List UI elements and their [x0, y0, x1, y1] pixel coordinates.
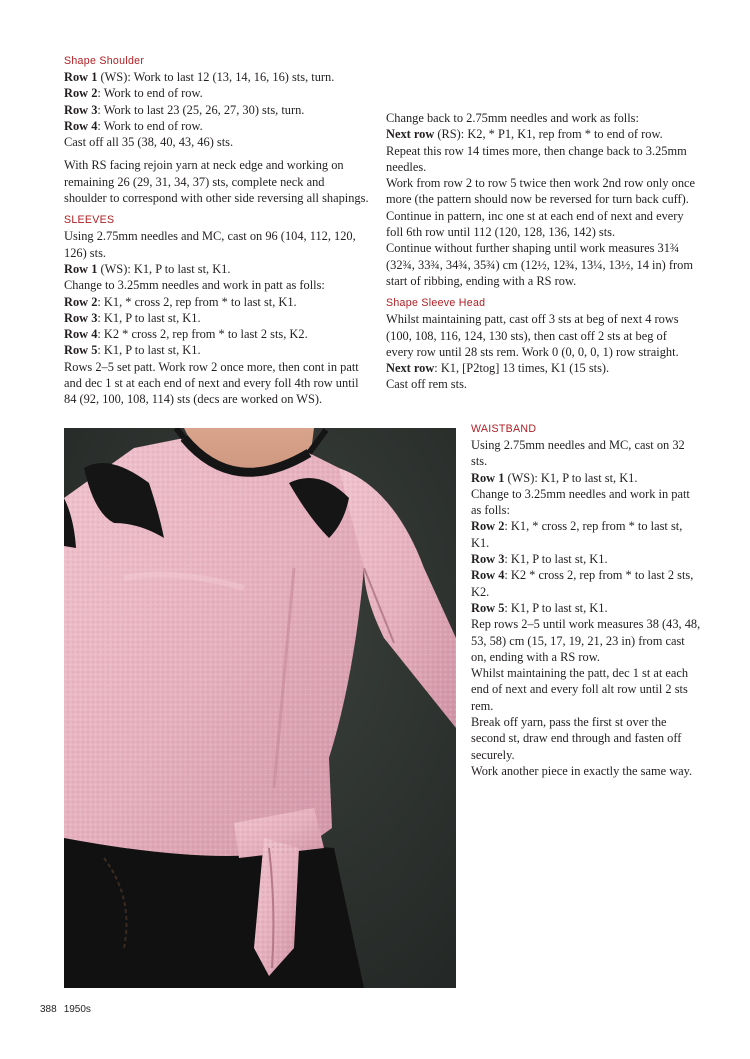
row-label: Row 2	[471, 519, 505, 534]
row-text: (RS): K2, * P1, K1, rep from * to end of row.	[434, 127, 663, 142]
sleeve-head-cast-off: Cast off rem sts.	[386, 377, 467, 392]
row-label: Row 2	[64, 294, 98, 309]
page-folio	[40, 1004, 91, 1015]
sleeve-head-text: Whilst maintaining patt, cast off 3 sts at beg of next 4 rows (100, 108, 116, 124, 130 sts), then cast off 2 sts at beg of every row until 28 sts rem. Work 0 (0, 0, 0, 1) row straight.	[386, 312, 679, 359]
heading-shape-shoulder: Shape Shoulder	[64, 55, 145, 67]
row-text: : K2 * cross 2, rep from * to last 2 sts, K2.	[471, 568, 694, 599]
heading-waistband: WAISTBAND	[471, 423, 537, 435]
row-label: Row 3	[64, 310, 98, 325]
row-label: Row 4	[471, 568, 505, 583]
pattern-row	[64, 85, 370, 101]
row-label: Row 3	[64, 102, 98, 117]
row-label: Row 5	[471, 600, 505, 615]
row-label: Row 2	[64, 86, 98, 101]
pattern-row	[471, 551, 701, 567]
row-text: : K1, P to last st, K1.	[504, 552, 608, 567]
heading-sleeves: SLEEVES	[64, 214, 115, 227]
left-column	[64, 54, 370, 408]
pattern-row	[64, 261, 370, 277]
pattern-row	[64, 326, 370, 342]
waistband-another: Work another piece in exactly the same way.	[471, 763, 693, 778]
pattern-row	[471, 600, 701, 616]
row-text: : Work to end of row.	[97, 86, 203, 101]
pattern-row	[64, 69, 370, 85]
pattern-row	[471, 518, 701, 551]
row-text: (WS): Work to last 12 (13, 14, 16, 16) sts, turn.	[97, 70, 335, 84]
pattern-row	[471, 470, 701, 486]
neck-note: With RS facing rejoin yarn at neck edge and working on remaining 26 (29, 31, 34, 37) sts, complete neck and shoulder to correspond with other side reversing all shapings.	[64, 158, 369, 206]
waistband-change-needles: Change to 3.25mm needles and work in patt as folls:	[471, 486, 690, 518]
pattern-row	[64, 118, 370, 134]
row-text: : K1, P to last st, K1.	[504, 600, 608, 615]
row-label: Row 5	[64, 343, 98, 358]
sleeves-intro: Using 2.75mm needles and MC, cast on 96 (104, 112, 120, 126) sts.	[64, 229, 356, 260]
sleeves-continue-inc: Continue in pattern, inc one st at each end of next and every foll 6th row until 112 (120, 128, 136, 142) sts.	[386, 208, 684, 240]
row-text: : K1, P to last st, K1.	[97, 343, 201, 358]
row-label: Next row	[386, 361, 435, 376]
row-text: : Work to end of row.	[97, 118, 203, 133]
row-text: : K1, P to last st, K1.	[97, 310, 201, 325]
pattern-row	[386, 360, 696, 376]
row-text: : Work to last 23 (25, 26, 27, 30) sts, turn.	[97, 102, 305, 117]
pattern-row	[64, 294, 370, 310]
waistband-column	[471, 422, 701, 779]
sleeves-rows-note: Rows 2–5 set patt. Work row 2 once more, then cont in patt and dec 1 st at each end of next and every foll 4th row until 84 (92, 100, 108, 114) sts (decs are worked on WS).	[64, 359, 359, 407]
row-text: : K1, [P2tog] 13 times, K1 (15 sts).	[434, 361, 610, 376]
page-number: 388	[40, 1004, 57, 1015]
sleeves-continue-no: Continue without further shaping until work measures 31¾ (32¾, 33¾, 34¾, 35¾) cm (12½, 12¾, 13¼, 13½, 14 in) from start of ribbing, ending with a RS row.	[386, 241, 693, 288]
row-label: Row 3	[471, 552, 505, 567]
sleeves-work-from: Work from row 2 to row 5 twice then work 2nd row only once more (the pattern should now be reversed for turn back cuff).	[386, 176, 696, 207]
waistband-break: Break off yarn, pass the first st over the second st, draw end through and fasten off securely.	[471, 715, 682, 762]
row-label: Next row	[386, 127, 435, 142]
sweater-illustration	[64, 428, 456, 988]
waistband-rep-rows: Rep rows 2–5 until work measures 38 (43, 48, 53, 58) cm (15, 17, 19, 21, 23 in) from cast on, ending with a RS row.	[471, 617, 701, 664]
row-text: : K1, * cross 2, rep from * to last st, K1.	[97, 294, 297, 309]
sleeves-change-back: Change back to 2.75mm needles and work as folls:	[386, 111, 639, 125]
row-label: Row 1	[64, 70, 98, 84]
row-text: : K2 * cross 2, rep from * to last 2 sts, K2.	[97, 327, 308, 342]
pattern-row	[64, 310, 370, 326]
row-text: : K1, * cross 2, rep from * to last st, K1.	[471, 519, 683, 550]
pattern-row	[64, 102, 370, 118]
heading-shape-sleeve-head: Shape Sleeve Head	[386, 297, 486, 310]
row-label: Row 1	[471, 470, 505, 485]
waistband-whilst: Whilst maintaining the patt, dec 1 st at each end of next and every foll alt row until 2 sts rem.	[471, 666, 689, 713]
right-column	[386, 110, 696, 393]
garment-photo	[64, 428, 456, 988]
pattern-row	[386, 126, 696, 142]
section-name: 1950s	[63, 1004, 91, 1015]
pattern-row	[64, 342, 370, 358]
row-text: (WS): K1, P to last st, K1.	[504, 470, 638, 485]
row-label: Row 4	[64, 118, 98, 133]
sleeves-repeat: Repeat this row 14 times more, then change back to 3.25mm needles.	[386, 143, 687, 174]
sleeves-change-needles: Change to 3.25mm needles and work in patt as folls:	[64, 278, 325, 293]
waistband-intro: Using 2.75mm needles and MC, cast on 32 sts.	[471, 438, 685, 469]
row-label: Row 4	[64, 327, 98, 342]
cast-off-text: Cast off all 35 (38, 40, 43, 46) sts.	[64, 135, 234, 150]
row-text: (WS): K1, P to last st, K1.	[97, 261, 231, 276]
pattern-row	[471, 567, 701, 600]
row-label: Row 1	[64, 261, 98, 276]
